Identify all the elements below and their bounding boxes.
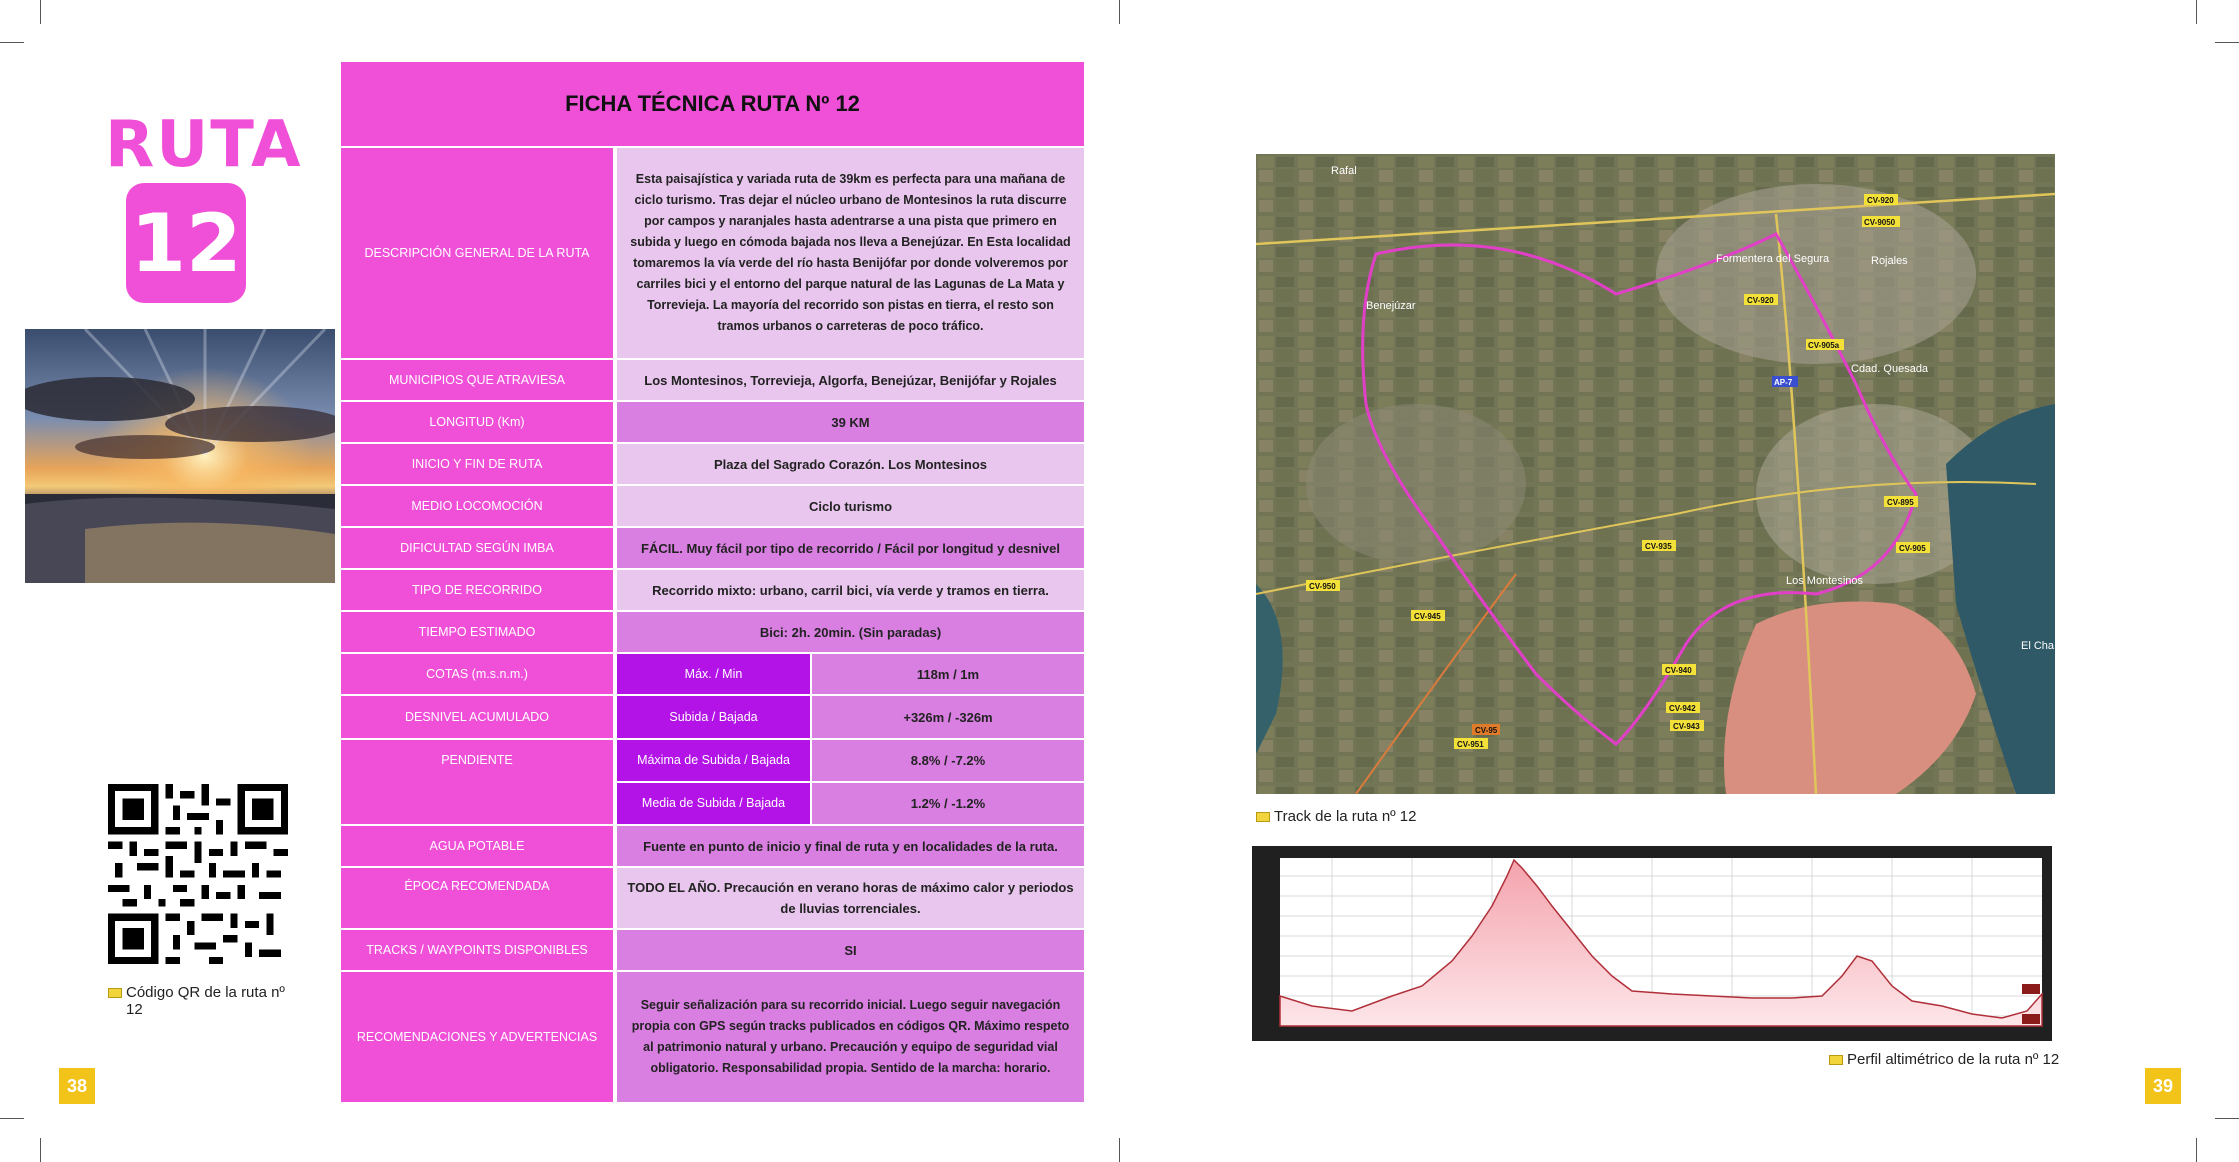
label-tipo: TIPO DE RECORRIDO — [341, 570, 613, 610]
label-dificultad: DIFICULTAD SEGÚN IMBA — [341, 528, 613, 568]
label-longitud: LONGITUD (Km) — [341, 402, 613, 442]
label-tiempo: TIEMPO ESTIMADO — [341, 612, 613, 652]
value-agua: Fuente en punto de inicio y final de ruta y en localidades de la ruta. — [617, 826, 1084, 866]
crop-mark — [2215, 1118, 2239, 1119]
value-desnivel: +326m / -326m — [812, 696, 1084, 738]
crop-mark — [40, 0, 41, 24]
crop-mark — [40, 1138, 41, 1162]
sunset-photo — [25, 329, 335, 583]
map-label-el-chap: El Cha — [2021, 640, 2055, 652]
value-inicio: Plaza del Sagrado Corazón. Los Montesinos — [617, 444, 1084, 484]
value-longitud: 39 KM — [617, 402, 1084, 442]
road-label: AP-7 — [1774, 378, 1793, 387]
road-label: CV-895 — [1887, 498, 1914, 507]
sub-desnivel: Subida / Bajada — [617, 696, 810, 738]
sub-cotas: Máx. / Min — [617, 654, 810, 694]
label-inicio: INICIO Y FIN DE RUTA — [341, 444, 613, 484]
crop-mark — [1119, 1138, 1120, 1162]
profile-caption — [1829, 1051, 2059, 1068]
table-title: FICHA TÉCNICA RUTA Nº 12 — [341, 62, 1084, 146]
value-tracks: SI — [617, 930, 1084, 970]
road-label: CV-920 — [1747, 296, 1774, 305]
page-number-left: 38 — [59, 1068, 95, 1104]
value-dificultad: FÁCIL. Muy fácil por tipo de recorrido / Fácil por longitud y desnivel — [617, 528, 1084, 568]
page-number-right: 39 — [2145, 1068, 2181, 1104]
map-label-formentera: Formentera del Segura — [1716, 253, 1830, 265]
map-label-quesada: Cdad. Quesada — [1851, 363, 1929, 375]
road-label: CV-935 — [1645, 542, 1672, 551]
label-epoca: ÉPOCA RECOMENDADA — [341, 868, 613, 928]
route-map — [1256, 154, 2055, 794]
qr-caption-text: Código QR de la ruta nº 12 — [126, 984, 285, 1018]
map-caption-text: Track de la ruta nº 12 — [1274, 808, 1417, 825]
road-label: CV-950 — [1309, 582, 1336, 591]
road-label: CV-945 — [1414, 612, 1441, 621]
value-municipios: Los Montesinos, Torrevieja, Algorfa, Benejúzar, Benijófar y Rojales — [617, 360, 1084, 400]
value-recomendaciones: Seguir señalización para su recorrido inicial. Luego seguir navegación propia con GPS según tracks publicados en códigos QR. Máximo respeto al patrimonio natural y urbano. Precaución y equipo de seguridad vial obligatorio. Responsabilidad propia. Sentido de la marcha: horario. — [617, 972, 1084, 1102]
label-descripcion: DESCRIPCIÓN GENERAL DE LA RUTA — [341, 148, 613, 358]
label-agua: AGUA POTABLE — [341, 826, 613, 866]
label-pendiente: PENDIENTE — [341, 740, 613, 824]
label-municipios: MUNICIPIOS QUE ATRAVIESA — [341, 360, 613, 400]
road-label: CV-951 — [1457, 740, 1484, 749]
map-label-montesinos: Los Montesinos — [1786, 575, 1864, 587]
road-label: CV-95 — [1475, 726, 1498, 735]
crop-mark — [0, 42, 24, 43]
road-label: CV-920 — [1867, 196, 1894, 205]
technical-sheet-table — [341, 62, 1084, 1102]
map-label-rafal: Rafal — [1331, 165, 1357, 177]
ruta-number-badge: 12 — [126, 183, 246, 303]
road-label: CV-905a — [1808, 341, 1840, 350]
caption-marker-icon — [108, 988, 122, 998]
label-medio: MEDIO LOCOMOCIÓN — [341, 486, 613, 526]
crop-mark — [0, 1118, 24, 1119]
value-cotas: 118m / 1m — [812, 654, 1084, 694]
value-tiempo: Bici: 2h. 20min. (Sin paradas) — [617, 612, 1084, 652]
sub-pendiente-max: Máxima de Subida / Bajada — [617, 740, 810, 781]
map-label-benejuzar: Benejúzar — [1366, 300, 1416, 312]
label-tracks: TRACKS / WAYPOINTS DISPONIBLES — [341, 930, 613, 970]
value-pendiente-max: 8.8% / -7.2% — [812, 740, 1084, 781]
crop-mark — [2196, 1138, 2197, 1162]
qr-code — [108, 784, 288, 964]
label-desnivel: DESNIVEL ACUMULADO — [341, 696, 613, 738]
elevation-profile — [1252, 846, 2052, 1041]
ruta-heading: RUTA — [105, 108, 303, 182]
label-recomendaciones: RECOMENDACIONES Y ADVERTENCIAS — [341, 972, 613, 1102]
crop-mark — [2215, 42, 2239, 43]
road-label: CV-905 — [1899, 544, 1926, 553]
value-tipo: Recorrido mixto: urbano, carril bici, vía verde y tramos en tierra. — [617, 570, 1084, 610]
map-label-rojales: Rojales — [1871, 255, 1908, 267]
value-descripcion: Esta paisajística y variada ruta de 39km es perfecta para una mañana de ciclo turismo. Tras dejar el núcleo urbano de Montesinos la ruta discurre por campos y naranjales hasta adentrarse a una pista que primero en subida y luego en cómoda bajada nos lleva a Benejúzar. En Esta localidad tomaremos la vía verde del río hasta Benijófar por donde volveremos por carriles bici y el entorno del parque natural de las Lagunas de La Mata y Torrevieja. La mayoría del recorrido son pistas en tierra, el resto son tramos urbanos o carreteras de poco tráfico. — [617, 148, 1084, 358]
label-cotas: COTAS (m.s.n.m.) — [341, 654, 613, 694]
map-caption — [1256, 808, 1417, 825]
road-label: CV-9050 — [1864, 218, 1896, 227]
qr-caption — [108, 984, 298, 1018]
value-medio: Ciclo turismo — [617, 486, 1084, 526]
value-pendiente-media: 1.2% / -1.2% — [812, 783, 1084, 824]
crop-mark — [1119, 0, 1120, 24]
road-label: CV-942 — [1669, 704, 1696, 713]
profile-caption-text: Perfil altimétrico de la ruta nº 12 — [1847, 1051, 2060, 1068]
caption-marker-icon — [1829, 1055, 1843, 1065]
crop-mark — [2196, 0, 2197, 24]
sub-pendiente-media: Media de Subida / Bajada — [617, 783, 810, 824]
road-label: CV-940 — [1665, 666, 1692, 675]
caption-marker-icon — [1256, 812, 1270, 822]
road-label: CV-943 — [1673, 722, 1700, 731]
value-epoca: TODO EL AÑO. Precaución en verano horas de máximo calor y periodos de lluvias torrenciales. — [617, 868, 1084, 928]
